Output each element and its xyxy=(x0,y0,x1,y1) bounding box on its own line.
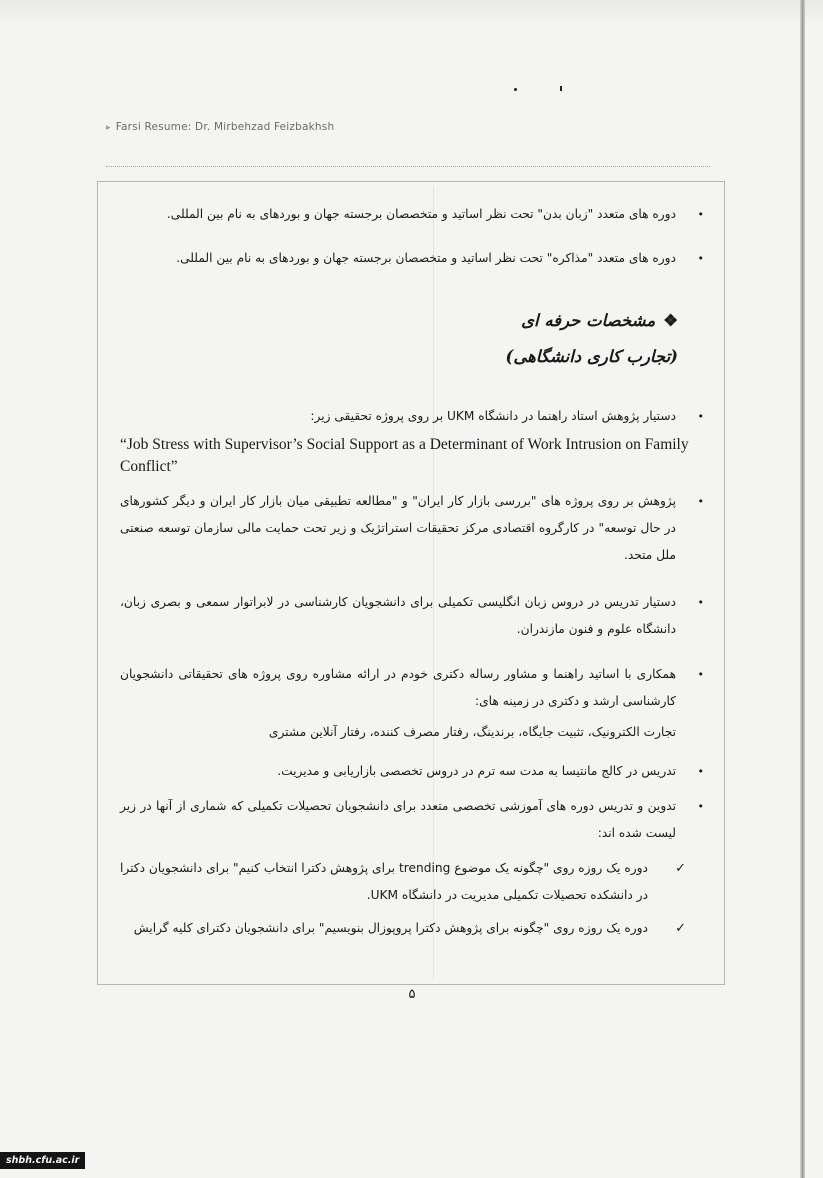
list-item xyxy=(120,589,706,643)
check-list-item xyxy=(120,915,706,942)
scan-edge xyxy=(800,0,805,1178)
header-arrow-icon: ▸ xyxy=(106,123,111,133)
scan-speck xyxy=(560,86,562,91)
bullet-icon: • xyxy=(697,208,704,221)
list-item-text: دوره های متعدد "مذاکره" تحت نظر اساتید و متخصصان برجسته جهان و بوردهای به نام بین المللی. xyxy=(176,251,676,265)
collab-topics: تجارت الکترونیک، تثبیت جایگاه، برندینگ، رفتار مصرف کننده، رفتار آنلاین مشتری xyxy=(268,725,676,739)
list-item xyxy=(120,758,706,785)
list-item-text: دستیار تدریس در دروس زبان انگلیسی تکمیلی برای دانشجویان کارشناسی در لابراتوار سمعی و بصری زبان، دانشگاه علوم و فنون مازندران. xyxy=(120,595,676,636)
running-header xyxy=(106,121,334,133)
checkmark-icon: ✓ xyxy=(675,861,686,876)
star-bullet-icon: ❖ xyxy=(663,311,678,330)
checkmark-icon: ✓ xyxy=(675,921,686,936)
list-item-text: دوره های متعدد "زبان بدن" تحت نظر اساتید و متخصصان برجسته جهان و بوردهای به نام بین المللی. xyxy=(166,207,676,221)
section-heading xyxy=(120,304,706,338)
list-item xyxy=(120,488,706,569)
section-subheading: (تجارب کاری دانشگاهی) xyxy=(505,347,678,366)
bullet-icon: • xyxy=(697,252,704,265)
list-item-text: همکاری با اساتید راهنما و مشاور رساله دکتری خودم در ارائه مشاوره روی پروژه های تحقیقاتی دانشجویان کارشناسی ارشد و دکتری در زمینه های: xyxy=(120,667,676,708)
bullet-icon: • xyxy=(697,668,704,681)
english-project-title: “Job Stress with Supervisor’s Social Support as a Determinant of Work Intrusion on Family Conflict” xyxy=(120,436,689,475)
check-item-text: دوره یک روزه روی "چگونه برای پژوهش دکترا پروپوزال بنویسیم" برای دانشجویان دکترای کلیه گرایش xyxy=(133,921,648,935)
list-item xyxy=(120,661,706,715)
list-item-text: دستیار پژوهش استاد راهنما در دانشگاه UKM بر روی پروژه تحقیقی زیر: xyxy=(310,409,676,423)
list-item-text: پژوهش بر روی پروژه های "بررسی بازار کار ایران" و "مطالعه تطبیقی میان بازار کار ایران و دیگر کشورهای در حال توسعه" در کارگروه اقتصادی مرکز تحقیقات استراتژیک و زیر تحت حمایت مالی سازمان توسعه صنعتی ملل متحد. xyxy=(120,494,676,562)
header-divider xyxy=(106,166,710,167)
site-watermark: shbh.cfu.ac.ir xyxy=(0,1152,85,1169)
section-heading-text: مشخصات حرفه ای xyxy=(521,311,656,330)
bullet-icon: • xyxy=(697,765,704,778)
bullet-icon: • xyxy=(697,410,704,423)
list-item xyxy=(120,793,706,847)
check-list-item xyxy=(120,855,706,909)
page-number: ۵ xyxy=(408,987,416,1002)
bullet-icon: • xyxy=(697,495,704,508)
check-item-text: دوره یک روزه روی "چگونه یک موضوع trending برای پژوهش دکترا انتخاب کنیم" برای دانشجویان دکترا در دانشکده تحصیلات تکمیلی مدیریت در دانشگاه UKM. xyxy=(120,861,648,902)
bullet-icon: • xyxy=(697,800,704,813)
list-item-text: تدوین و تدریس دوره های آموزشی تخصصی متعدد برای دانشجویان تحصیلات تکمیلی که شماری از آنها در زیر لیست شده اند: xyxy=(120,799,676,840)
resume-content xyxy=(120,197,706,942)
bullet-icon: • xyxy=(697,596,704,609)
scan-speck xyxy=(514,88,517,91)
running-title: Farsi Resume: Dr. Mirbehzad Feizbakhsh xyxy=(115,121,335,133)
list-item xyxy=(120,245,706,272)
list-item xyxy=(120,403,706,430)
list-item-text: تدریس در کالج مانتیسا به مدت سه ترم در دروس تخصصی بازاریابی و مدیریت. xyxy=(277,764,676,778)
list-item xyxy=(120,201,706,228)
scan-shadow xyxy=(0,0,823,24)
